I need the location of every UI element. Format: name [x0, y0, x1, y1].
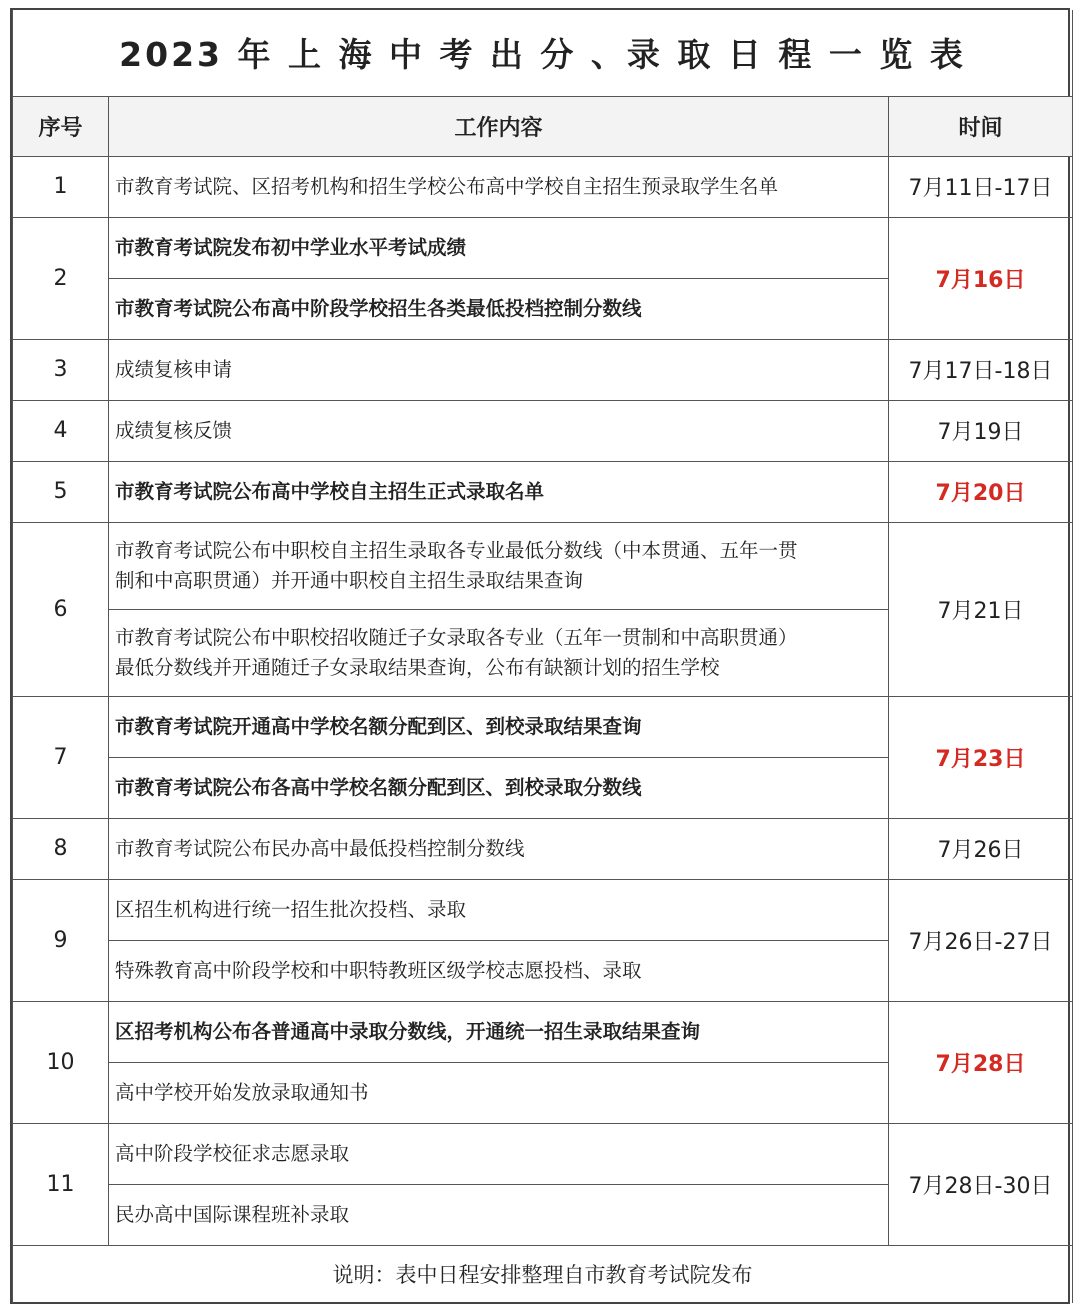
row-number: 10: [13, 1001, 109, 1123]
time-value: 7月19日: [889, 400, 1073, 461]
table-row: [13, 1123, 1073, 1184]
row-number: 11: [13, 1123, 109, 1245]
row-number: 8: [13, 818, 109, 879]
row-number: 7: [13, 696, 109, 818]
time-value: 7月21日: [889, 522, 1073, 696]
row-number: 9: [13, 879, 109, 1001]
work-item-text: 成绩复核申请: [115, 357, 233, 381]
work-item: [109, 339, 889, 400]
table-row: [13, 461, 1073, 522]
table-row: [13, 879, 1073, 940]
row-number: 4: [13, 400, 109, 461]
work-item-text: 民办高中国际课程班补录取: [115, 1202, 350, 1226]
schedule-body: [13, 156, 1073, 1245]
table-row: [13, 156, 1073, 217]
time-value: 7月26日-27日: [889, 879, 1073, 1001]
table-row: [13, 696, 1073, 757]
work-item: [109, 278, 889, 339]
work-item: [109, 400, 889, 461]
row-number: 5: [13, 461, 109, 522]
row-number: 3: [13, 339, 109, 400]
table-row: [13, 522, 1073, 609]
schedule-sheet: [10, 8, 1070, 1304]
schedule-table: [12, 10, 1073, 1303]
work-item-text: 高中学校开始发放录取通知书: [115, 1080, 369, 1104]
work-item: [109, 818, 889, 879]
work-item-text: 市教育考试院公布高中阶段学校招生各类最低投档控制分数线: [115, 296, 642, 320]
time-value: 7月26日: [889, 818, 1073, 879]
work-item-text-line2: 最低分数线并开通随迁子女录取结果查询，公布有缺额计划的招生学校: [115, 655, 720, 679]
footnote: 说明：表中日程安排整理自市教育考试院发布: [13, 1245, 1073, 1303]
work-item: [109, 1062, 889, 1123]
work-item: [109, 879, 889, 940]
time-highlighted: 7月28日: [889, 1001, 1073, 1123]
table-row: [13, 1001, 1073, 1062]
header-time: 时间: [889, 96, 1073, 156]
table-row: [13, 818, 1073, 879]
work-item: [109, 522, 889, 609]
work-item-text: 市教育考试院公布中职校招收随迁子女录取各专业（五年一贯制和中高职贯通）: [115, 625, 798, 649]
time-highlighted: 7月23日: [889, 696, 1073, 818]
work-item: [109, 217, 889, 278]
work-item: [109, 461, 889, 522]
work-item: [109, 609, 889, 696]
work-item: [109, 156, 889, 217]
work-item: [109, 1123, 889, 1184]
work-item-text-line2: 制和中高职贯通）并开通中职校自主招生录取结果查询: [115, 568, 584, 592]
work-item: [109, 1184, 889, 1245]
work-item: [109, 696, 889, 757]
table-row: [13, 400, 1073, 461]
work-item: [109, 940, 889, 1001]
work-item-text: 市教育考试院公布高中学校自主招生正式录取名单: [115, 479, 545, 503]
row-number: 2: [13, 217, 109, 339]
row-number: 6: [13, 522, 109, 696]
row-number: 1: [13, 156, 109, 217]
work-item-text: 区招考机构公布各普通高中录取分数线，开通统一招生录取结果查询: [115, 1019, 701, 1043]
header-seq: 序号: [13, 96, 109, 156]
time-highlighted: 7月20日: [889, 461, 1073, 522]
table-title: 2023 年 上 海 中 考 出 分 、录 取 日 程 一 览 表: [13, 10, 1073, 96]
work-item: [109, 1001, 889, 1062]
work-item-text: 特殊教育高中阶段学校和中职特教班区级学校志愿投档、录取: [115, 958, 642, 982]
time-value: 7月11日-17日: [889, 156, 1073, 217]
work-item-text: 市教育考试院公布中职校自主招生录取各专业最低分数线（中本贯通、五年一贯: [115, 538, 798, 562]
header-work: 工作内容: [109, 96, 889, 156]
work-item: [109, 757, 889, 818]
work-item-text: 市教育考试院公布各高中学校名额分配到区、到校录取分数线: [115, 775, 642, 799]
table-row: [13, 339, 1073, 400]
work-item-text: 市教育考试院、区招考机构和招生学校公布高中学校自主招生预录取学生名单: [115, 174, 779, 198]
work-item-text: 区招生机构进行统一招生批次投档、录取: [115, 897, 467, 921]
work-item-text: 成绩复核反馈: [115, 418, 233, 442]
work-item-text: 市教育考试院发布初中学业水平考试成绩: [115, 235, 467, 259]
work-item-text: 高中阶段学校征求志愿录取: [115, 1141, 350, 1165]
time-highlighted: 7月16日: [889, 217, 1073, 339]
work-item-text: 市教育考试院公布民办高中最低投档控制分数线: [115, 836, 525, 860]
time-value: 7月17日-18日: [889, 339, 1073, 400]
time-value: 7月28日-30日: [889, 1123, 1073, 1245]
work-item-text: 市教育考试院开通高中学校名额分配到区、到校录取结果查询: [115, 714, 642, 738]
table-row: [13, 217, 1073, 278]
